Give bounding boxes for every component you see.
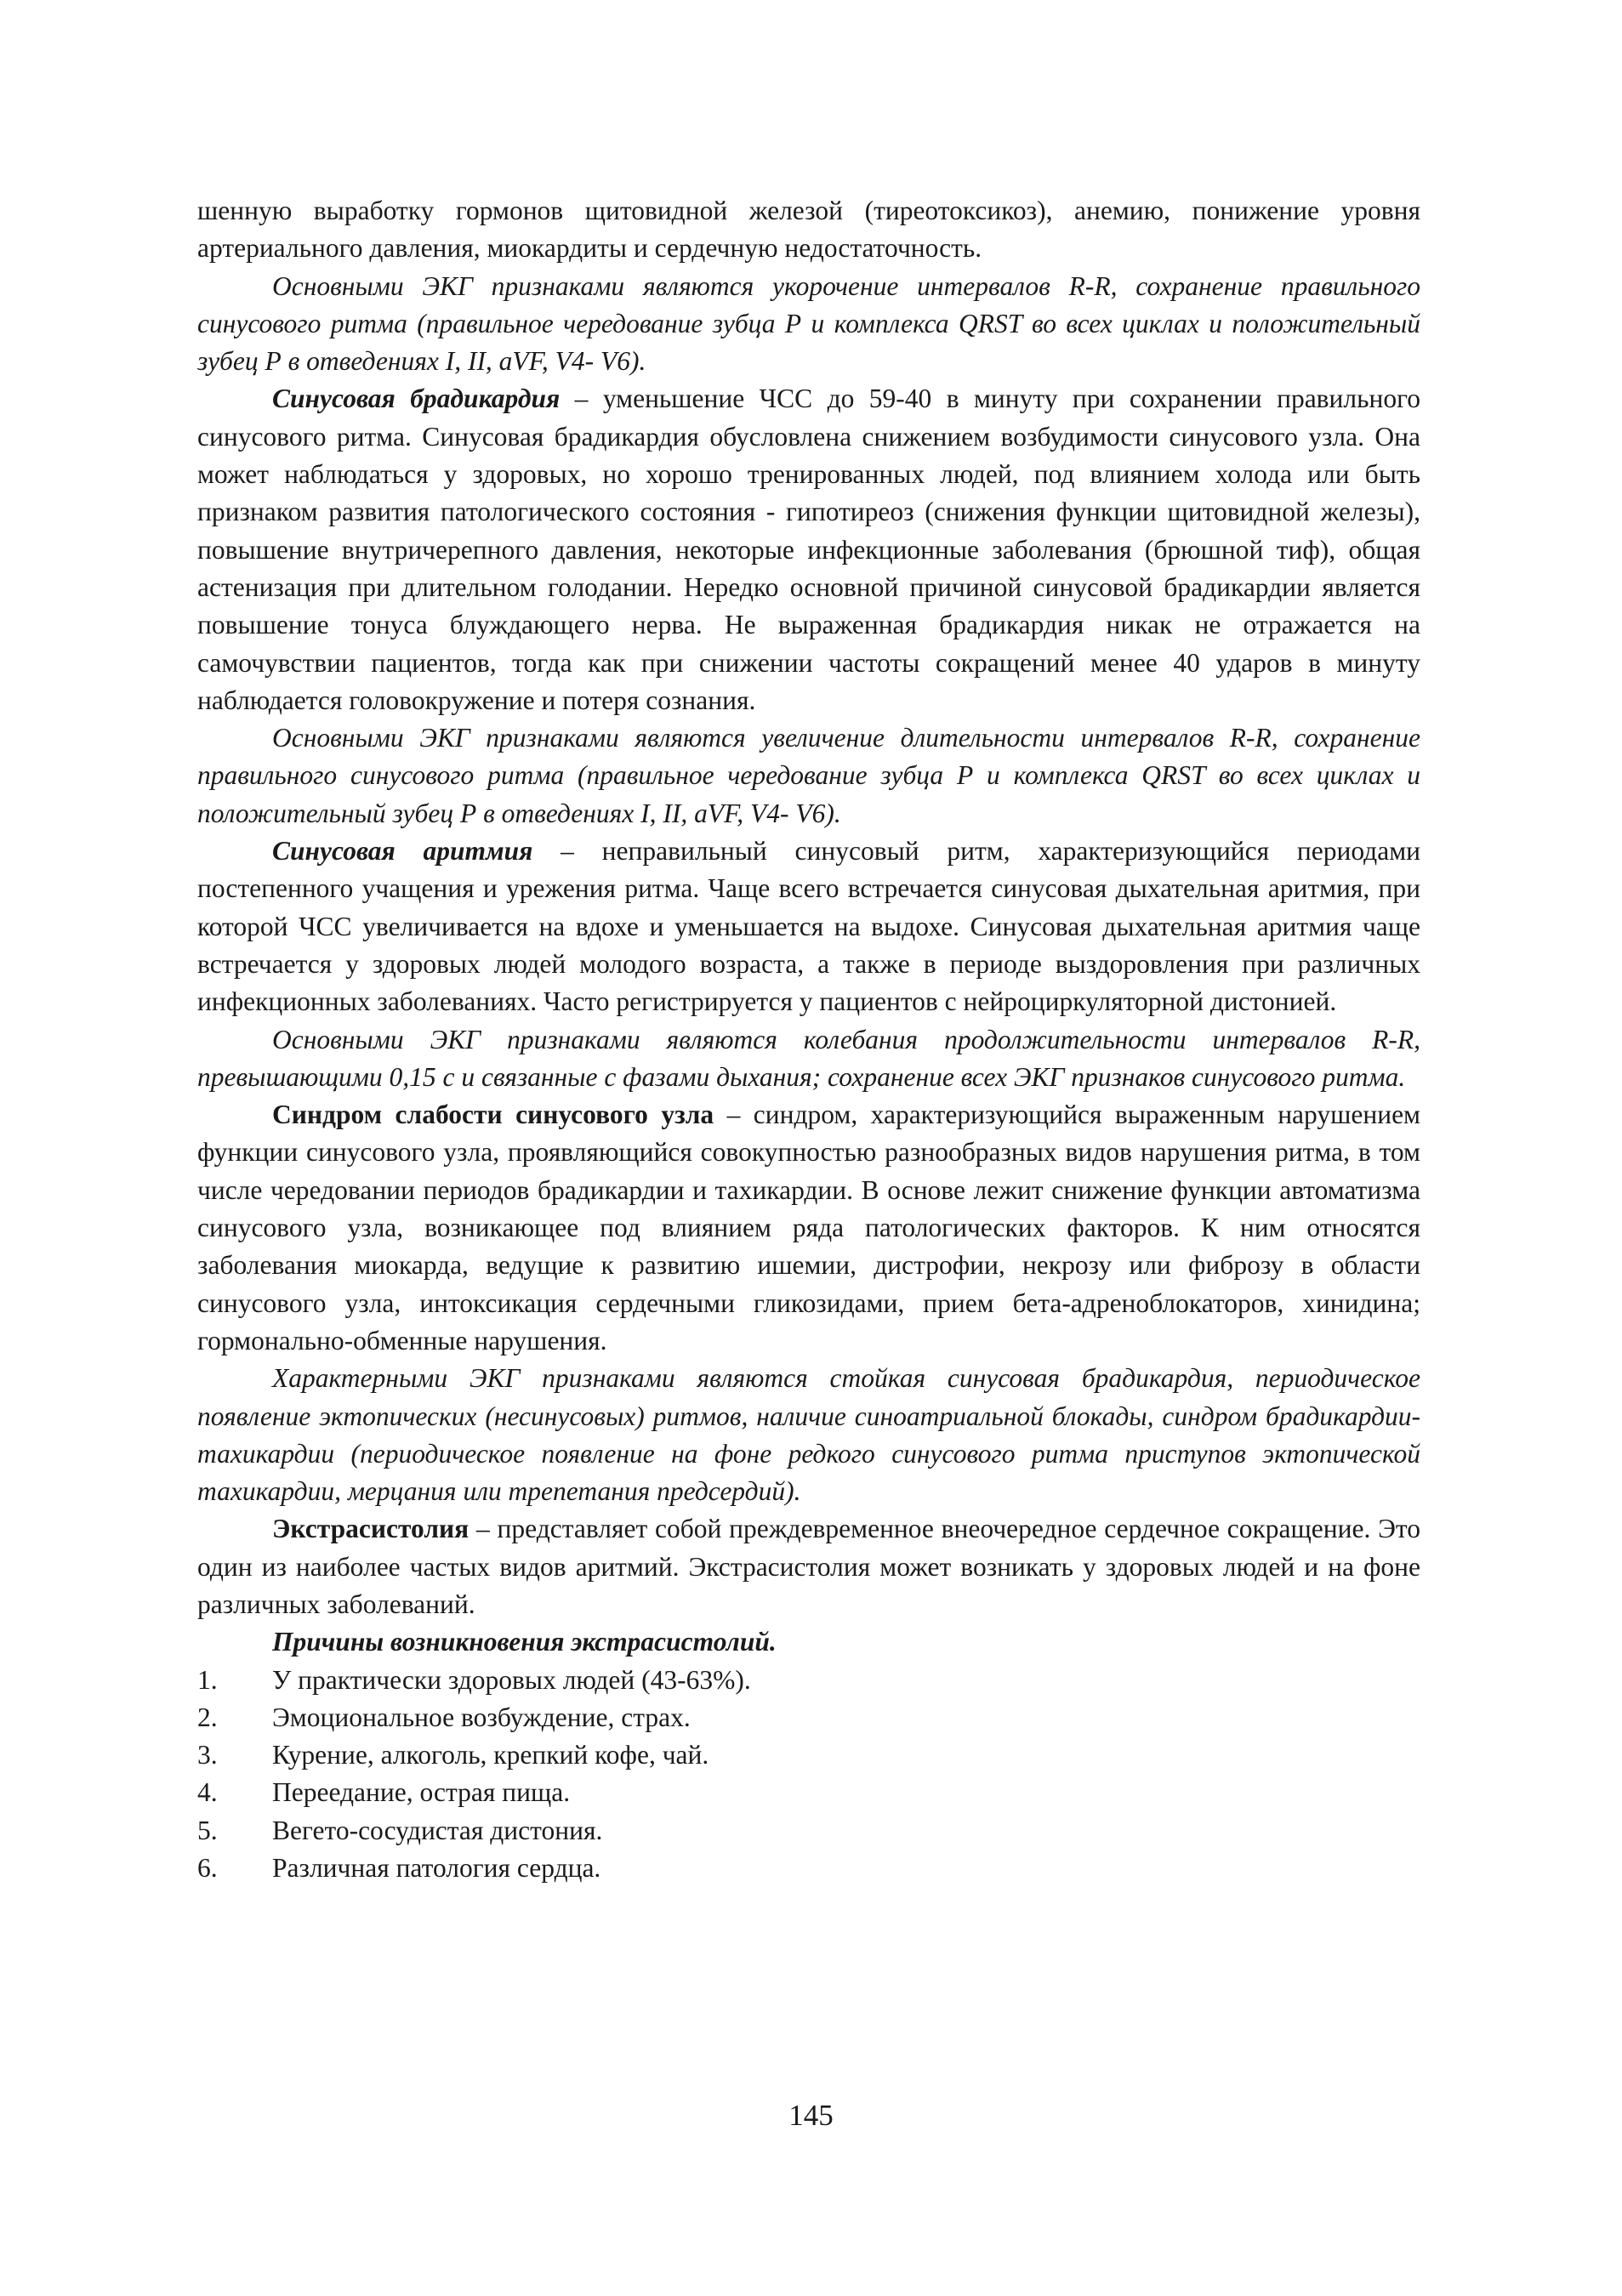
paragraph-sinus-arrhythmia [197,833,1420,1020]
causes-heading: Причины возникновения экстрасистолий. [272,1627,777,1657]
list-item-number: 1. [197,1664,218,1695]
paragraph-sinus-bradycardia [197,380,1420,719]
list-item-text: Эмоциональное возбуждение, страх. [272,1702,691,1732]
list-item-number: 4. [197,1777,218,1808]
paragraph-thyrotoxicosis-continuation: шенную выработку гормонов щитовидной железой (тиреотоксикоз), анемию, понижение уровня артериального давления, миокардиты и сердечную недостаточность. [197,196,1420,264]
list-item [197,1850,1420,1887]
list-item-text: У практически здоровых людей (43-63%). [272,1664,751,1695]
term-sinus-bradycardia: Синусовая брадикардия [272,384,561,414]
paragraph-sss-ecg-signs: Характерными ЭКГ признаками являются стойкая синусовая брадикардия, периодическое появление эктопических (несинусовых) ритмов, наличие синоатриальной блокады, синдром брадикардии-тахикардии (периодическое появление на фоне редкого синусового ритма приступов эктопической тахикардии, мерцания или трепетания предсердий). [197,1363,1420,1507]
list-item-number: 5. [197,1815,218,1845]
paragraph-arrhythmia-ecg-signs: Основными ЭКГ признаками являются колебания продолжительности интервалов R-R, превышающими 0,15 с и связанные с фазами дыхания; сохранение всех ЭКГ признаков синусового ритма. [197,1024,1420,1092]
text-sinus-arrhythmia: – неправильный синусовый ритм, характеризующийся периодами постепенного учащения и урежения ритма. Чаще всего встречается синусовая дыхательная аритмия, при которой ЧСС увеличивается на вдохе и уменьшается на выдохе. Синусовая дыхательная аритмия чаще встречается у здоровых людей молодого возраста, а также в периоде выздоровления при различных инфекционных заболеваниях. Часто регистрируется у пациентов с нейроциркуляторной дистонией. [197,836,1420,1017]
paragraph-sick-sinus-syndrome [197,1096,1420,1360]
paragraph-extrasystole [197,1510,1420,1623]
text-sick-sinus-syndrome: – синдром, характеризующийся выраженным нарушением функции синусового узла, проявляющийся совокупностью разнообразных видов нарушения ритма, в том числе чередовании периодов брадикардии и тахикардии. В основе лежит снижение функции автоматизма синусового узла, возникающее под влиянием ряда патологических факторов. К ним относятся заболевания миокарда, ведущие к развитию ишемии, дистрофии, некрозу или фиброзу в области синусового узла, интоксикация сердечными гликозидами, прием бета-адреноблокаторов, хинидина; гормонально-обменные нарушения. [197,1100,1420,1355]
list-item-text: Курение, алкоголь, крепкий кофе, чай. [272,1740,709,1770]
page-number: 145 [788,2099,834,2132]
list-item-number: 6. [197,1853,218,1884]
text-extrasystole: – представляет собой преждевременное внеочередное сердечное сокращение. Это один из наиболее частых видов аритмий. Экстрасистолия может возникать у здоровых людей и на фоне различных заболеваний. [197,1514,1420,1619]
text-sinus-bradycardia: – уменьшение ЧСС до 59-40 в минуту при сохранении правильного синусового ритма. Синусовая брадикардия обусловлена снижением возбудимости синусового узла. Она может наблюдаться у здоровых, но хорошо тренированных людей, под влиянием холода или быть признаком развития патологического состояния - гипотиреоз (снижения функции щитовидной железы), повышение внутричерепного давления, некоторые инфекционные заболевания (брюшной тиф), общая астенизация при длительном голодании. Нередко основной причиной синусовой брадикардии является повышение тонуса блуждающего нерва. Не выраженная брадикардия никак не отражается на самочувствии пациентов, тогда как при снижении частоты сокращений менее 40 ударов в минуту наблюдается головокружение и потеря сознания. [197,384,1420,715]
causes-list [197,1662,1420,1888]
list-item-text: Различная патология сердца. [272,1853,601,1884]
page-content [197,192,1420,1887]
term-sick-sinus-syndrome: Синдром слабости синусового узла [272,1100,714,1130]
list-item-text: Вегето-сосудистая дистония. [272,1815,603,1845]
list-item [197,1812,1420,1850]
list-item-number: 3. [197,1740,218,1770]
list-item [197,1699,1420,1736]
list-item [197,1662,1420,1699]
term-extrasystole: Экстрасистолия [272,1514,470,1544]
list-item [197,1774,1420,1811]
paragraph-tachycardia-ecg-signs: Основными ЭКГ признаками являются укорочение интервалов R-R, сохранение правильного синусового ритма (правильное чередование зубца Р и комплекса QRST во всех циклах и положительный зубец Р в отведениях I, II, aVF, V4- V6). [197,270,1420,377]
list-item [197,1736,1420,1774]
paragraph-bradycardia-ecg-signs: Основными ЭКГ признаками являются увеличение длительности интервалов R-R, сохранение правильного синусового ритма (правильное чередование зубца Р и комплекса QRST во всех циклах и положительный зубец Р в отведениях I, II, aVF, V4- V6). [197,723,1420,828]
list-item-number: 2. [197,1702,218,1732]
term-sinus-arrhythmia: Синусовая аритмия [272,836,533,867]
list-item-text: Переедание, острая пища. [272,1777,571,1808]
